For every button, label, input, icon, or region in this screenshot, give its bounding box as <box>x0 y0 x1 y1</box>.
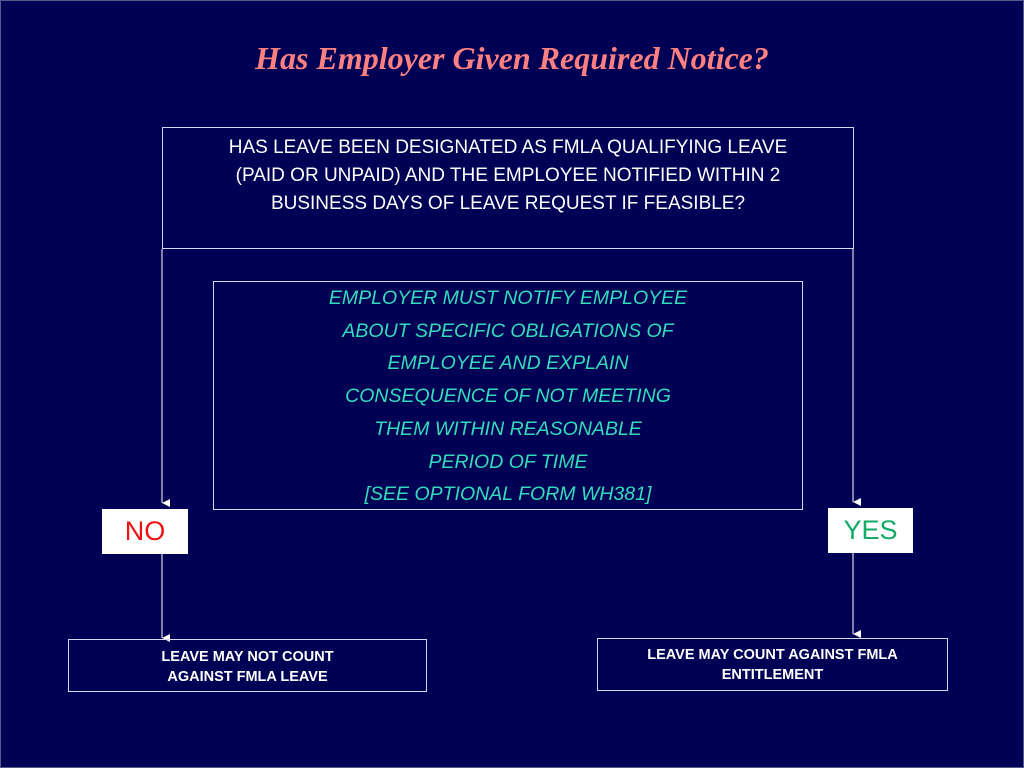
result-yes-line: ENTITLEMENT <box>721 667 824 683</box>
answer-yes: YES <box>828 508 913 553</box>
notice-line: EMPLOYEE AND EXPLAIN <box>387 352 629 375</box>
notice-line: ABOUT SPECIFIC OBLIGATIONS OF <box>342 319 674 342</box>
question-line: BUSINESS DAYS OF LEAVE REQUEST IF FEASIBLE? <box>270 193 746 214</box>
notice-line: EMPLOYER MUST NOTIFY EMPLOYEE <box>328 287 688 309</box>
result-no-line: LEAVE MAY NOT COUNT <box>161 649 334 665</box>
notice-line: CONSEQUENCE OF NOT MEETING <box>345 385 671 408</box>
answer-no: NO <box>102 509 188 554</box>
question-line: HAS LEAVE BEEN DESIGNATED AS FMLA QUALIFYING LEAVE <box>228 137 788 158</box>
result-yes-box <box>597 638 948 691</box>
notice-line: PERIOD OF TIME <box>428 450 588 473</box>
result-yes-line: LEAVE MAY COUNT AGAINST FMLA <box>647 647 898 663</box>
slide-title: Has Employer Given Required Notice? <box>255 40 769 76</box>
notice-line: THEM WITHIN REASONABLE <box>374 417 642 440</box>
result-no-line: AGAINST FMLA LEAVE <box>167 669 328 685</box>
notice-line: [SEE OPTIONAL FORM WH381] <box>364 483 652 506</box>
question-line: (PAID OR UNPAID) AND THE EMPLOYEE NOTIFIED WITHIN 2 <box>235 165 781 186</box>
result-no-box <box>68 639 427 692</box>
